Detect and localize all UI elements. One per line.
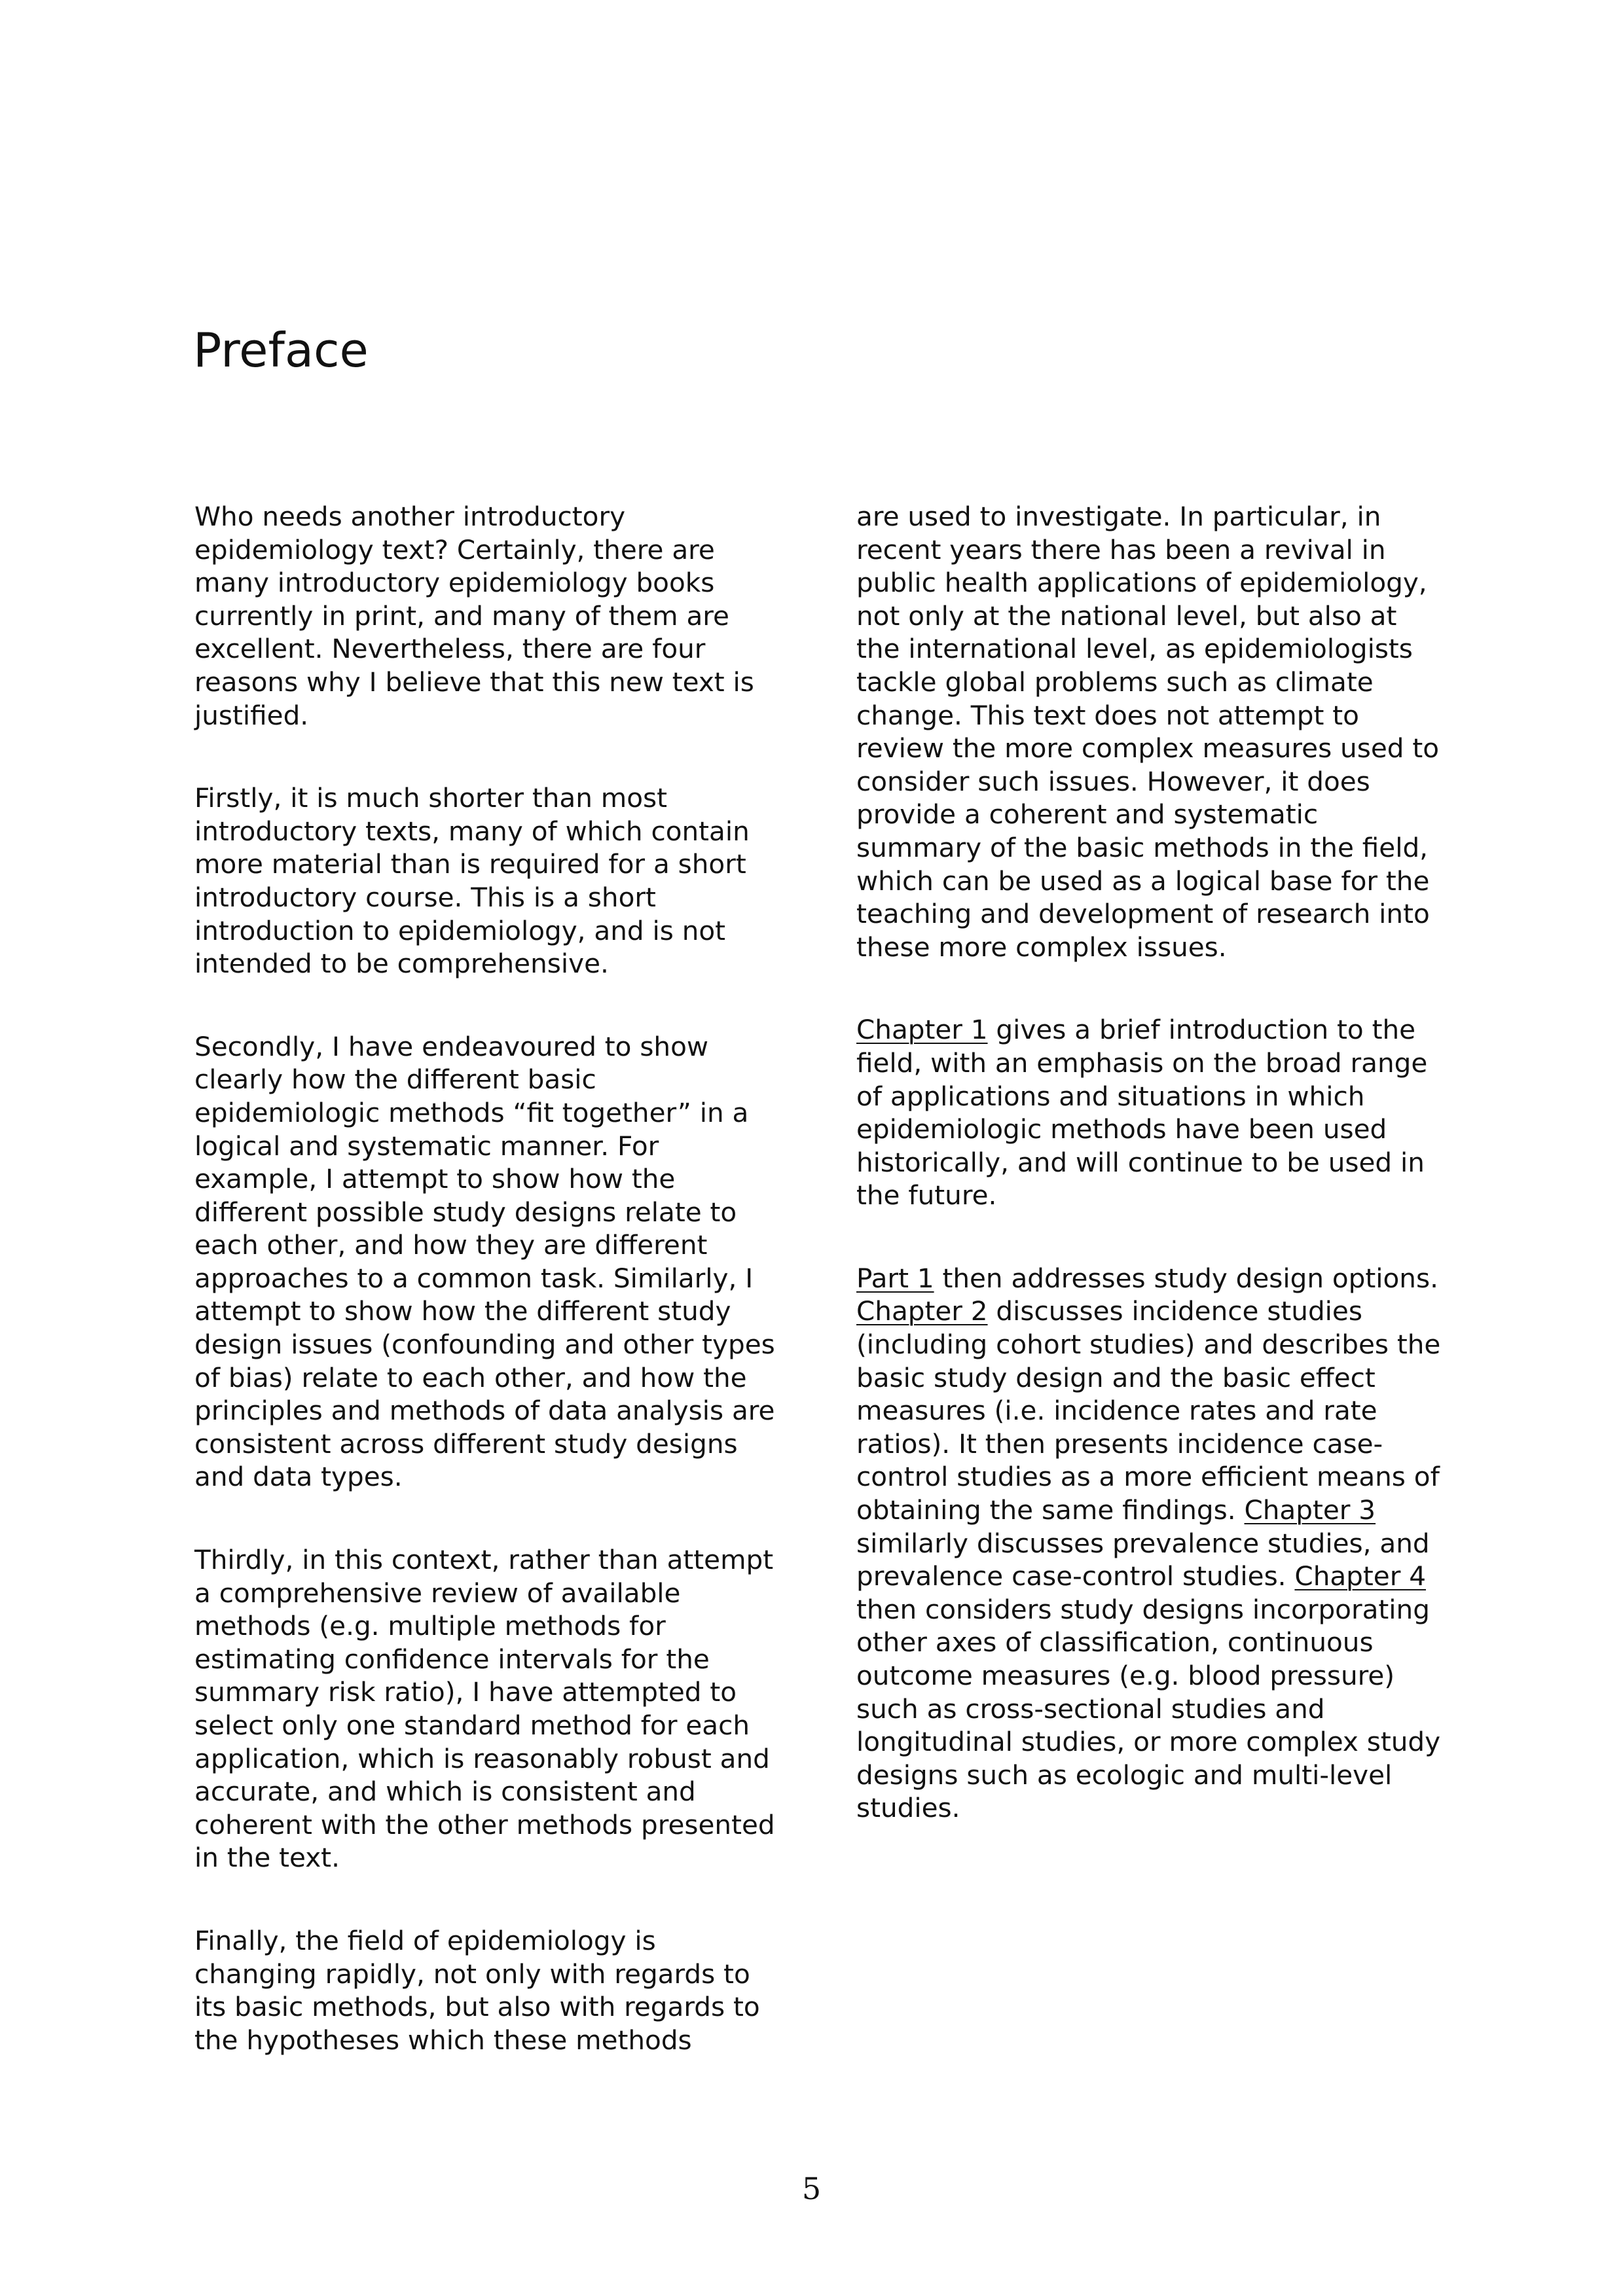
- paragraph-secondly: Secondly, I have endeavoured to show clearly how the different basic epidemiologic methods “fit together” in a logical and systematic manner. For example, I attempt to show how the different possible study designs relate to each other, and how they are different approaches to a common task. Similarly, I attempt to show how the different study design issues (confounding and other types of bias) relate to each other, and how the principles and methods of data analysis are consistent across different study designs and data types.: [194, 1030, 775, 1493]
- paragraph-finally: Finally, the field of epidemiology is changing rapidly, not only with regards to its basic methods, but also with regards to the hypotheses which these methods: [194, 1924, 760, 2056]
- link-chapter-4[interactable]: Chapter 4: [1294, 1560, 1426, 1592]
- part1-text-c: similarly discusses prevalence studies, and prevalence case-control studies.: [856, 1527, 1430, 1592]
- page-number: 5: [801, 2171, 822, 2206]
- link-part-1[interactable]: Part 1: [856, 1262, 934, 1294]
- paragraph-chapter1: [856, 1013, 1446, 1212]
- left-column: [194, 500, 784, 2106]
- link-chapter-1[interactable]: Chapter 1: [856, 1014, 988, 1046]
- part1-text-b: discusses incidence studies (including cohort studies) and describes the basic study design and the basic effect measures (i.e. incidence rates and rate ratios). It then presents incidence case-control studies as a more efficient means of obtaining the same findings.: [856, 1295, 1441, 1526]
- paragraph-thirdly: Thirdly, in this context, rather than attempt a comprehensive review of available methods (e.g. multiple methods for estimating confidence intervals for the summary risk ratio), I have attempted to select only one standard method for each application, which is reasonably robust and accurate, and which is consistent and coherent with the other methods presented in the text.: [194, 1544, 775, 1874]
- paragraph-firstly: Firstly, it is much shorter than most introductory texts, many of which contain more material than is required for a short introductory course. This is a short introduction to epidemiology, and is not intended to be comprehensive.: [194, 782, 750, 980]
- page-title: Preface: [193, 323, 369, 378]
- right-column: [856, 500, 1446, 1874]
- link-chapter-2[interactable]: Chapter 2: [856, 1295, 988, 1327]
- part1-text-d: then considers study designs incorporating other axes of classification, continuous outcome measures (e.g. blood pressure) such as cross-sectional studies and longitudinal studies, or more complex study designs such as ecologic and multi-level studies.: [856, 1593, 1441, 1824]
- paragraph-part1: [856, 1262, 1446, 1825]
- part1-text-a: then addresses study design options.: [934, 1262, 1438, 1294]
- link-chapter-3[interactable]: Chapter 3: [1244, 1494, 1376, 1526]
- paragraph-intro: Who needs another introductory epidemiology text? Certainly, there are many introductory epidemiology books currently in print, and many of them are excellent. Nevertheless, there are four reasons why I believe that this new text is justified.: [194, 501, 754, 731]
- paragraph-continuation: are used to investigate. In particular, in recent years there has been a revival in public health applications of epidemiology, not only at the national level, but also at the international level, as epidemiologists tackle global problems such as climate change. This text does not attempt to review the more complex measures used to consider such issues. However, it does provide a coherent and systematic summary of the basic methods in the field, which can be used as a logical base for the teaching and development of research into these more complex issues.: [856, 501, 1439, 963]
- chapter1-text: gives a brief introduction to the field, with an emphasis on the broad range of applications and situations in which epidemiologic methods have been used historically, and will continue to be used in the future.: [856, 1014, 1428, 1211]
